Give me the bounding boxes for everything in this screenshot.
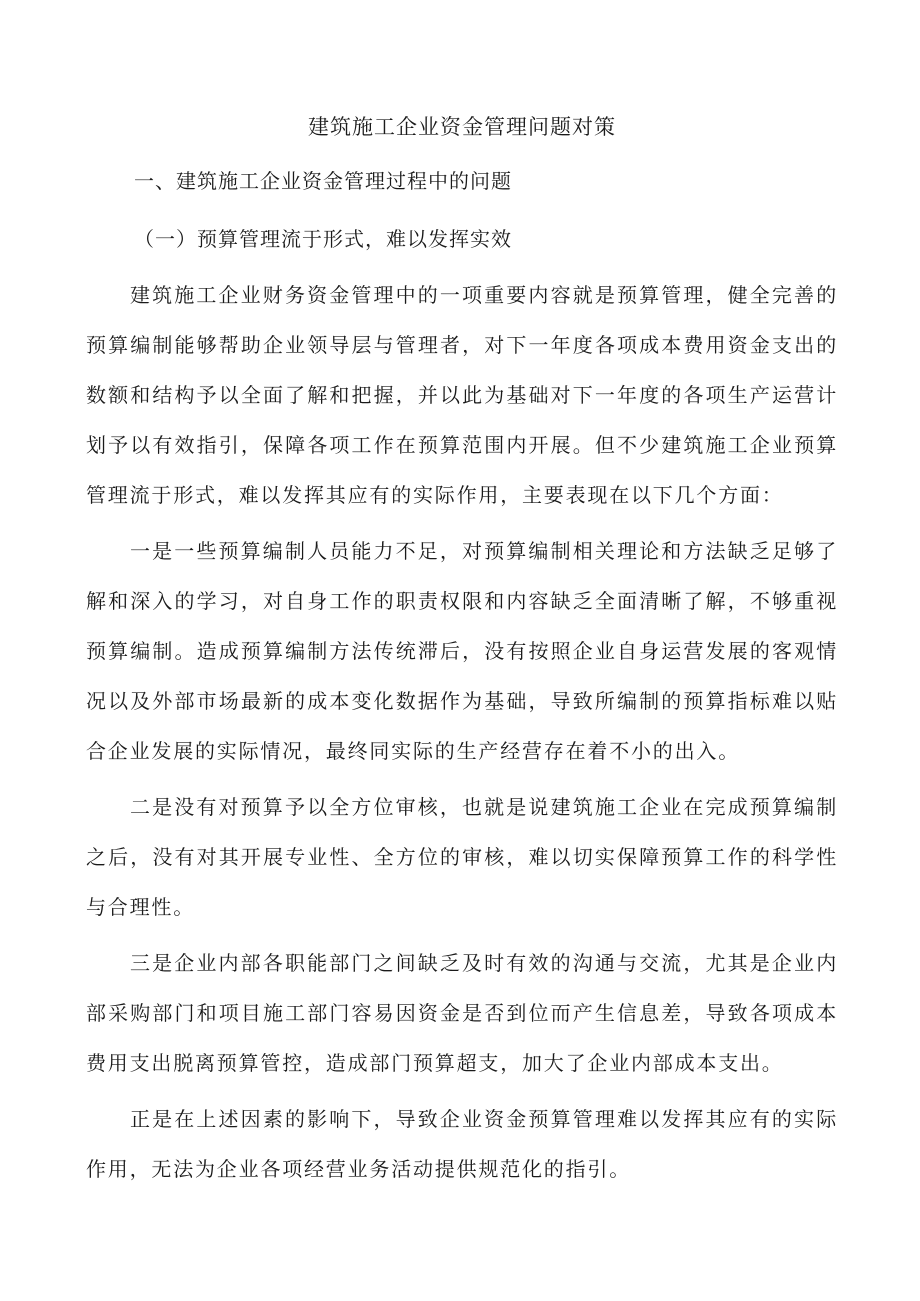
paragraph-point-two: 二是没有对预算予以全方位审核，也就是说建筑施工企业在完成预算编制之后，没有对其开展专业性、全方位的审核，难以切实保障预算工作的科学性与合理性。 xyxy=(86,795,838,919)
document-page xyxy=(86,112,838,1200)
paragraph-point-three: 三是企业内部各职能部门之间缺乏及时有效的沟通与交流，尤其是企业内部采购部门和项目施工部门容易因资金是否到位而产生信息差，导致各项成本费用支出脱离预算管控，造成部门预算超支，加大了企业内部成本支出。 xyxy=(86,951,838,1075)
paragraph-point-one: 一是一些预算编制人员能力不足，对预算编制相关理论和方法缺乏足够了解和深入的学习，对自身工作的职责权限和内容缺乏全面清晰了解，不够重视预算编制。造成预算编制方法传统滞后，没有按照企业自身运营发展的客观情况以及外部市场最新的成本变化数据作为基础，导致所编制的预算指标难以贴合企业发展的实际情况，最终同实际的生产经营存在着不小的出入。 xyxy=(86,539,838,763)
document-title: 建筑施工企业资金管理问题对策 xyxy=(308,115,616,139)
paragraph-conclusion: 正是在上述因素的影响下，导致企业资金预算管理难以发挥其应有的实际作用，无法为企业各项经营业务活动提供规范化的指引。 xyxy=(86,1107,838,1181)
subsection-heading: （一）预算管理流于形式，难以发挥实效 xyxy=(134,227,512,251)
paragraph-intro: 建筑施工企业财务资金管理中的一项重要内容就是预算管理，健全完善的预算编制能够帮助企业领导层与管理者，对下一年度各项成本费用资金支出的数额和结构予以全面了解和把握，并以此为基础对下一年度的各项生产运营计划予以有效指引，保障各项工作在预算范围内开展。但不少建筑施工企业预算管理流于形式，难以发挥其应有的实际作用，主要表现在以下几个方面： xyxy=(86,283,838,507)
section-heading: 一、建筑施工企业资金管理过程中的问题 xyxy=(134,169,512,193)
